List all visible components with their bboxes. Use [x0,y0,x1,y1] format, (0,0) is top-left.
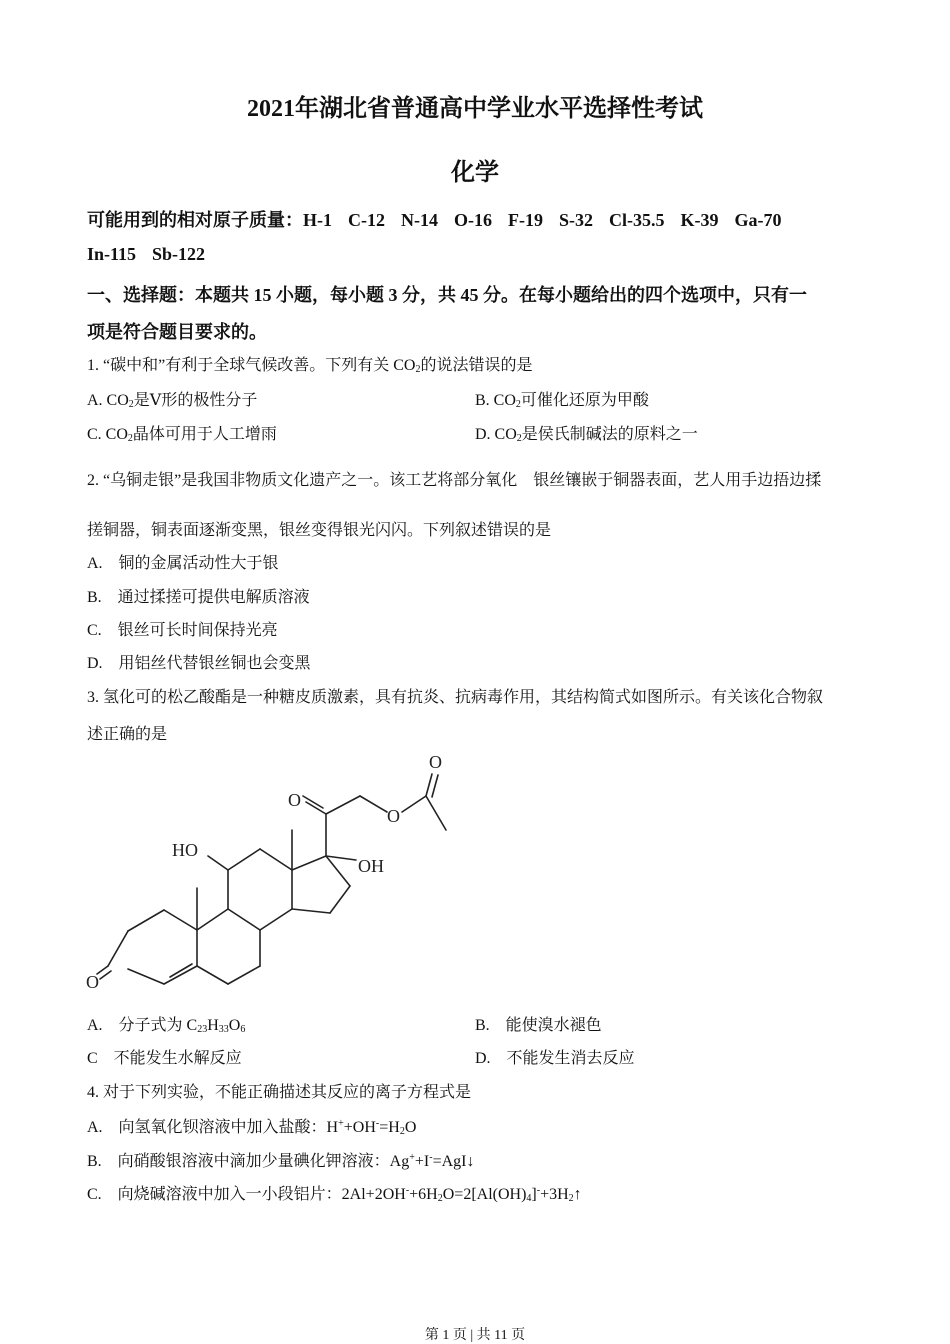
q4-option-b: B. 向硝酸银溶液中滴加少量碘化钾溶液：Ag++I-=AgI↓ [87,1152,475,1170]
acetyl-oxygen-label: O [429,752,442,772]
q1-option-a: A. $CO_2$是Ⅴ形的极性分子 [87,392,258,410]
q3-option-b: B. 能使溴水褪色 [475,1017,602,1034]
hydrocortisone-acetate-structure [80,748,480,998]
atomic-mass-n: N-14 [401,210,438,230]
hydroxyl-label-left: HO [172,840,198,860]
atomic-mass-line2 [87,244,221,265]
ester-oxygen-label: O [387,806,400,826]
q2-option-d: D. 用铝丝代替银丝铜也会变黑 [87,655,311,672]
q3-stem-line1: 3. 氢化可的松乙酸酯是一种糖皮质激素，具有抗炎、抗病毒作用，其结构简式如图所示。有关该化合物叙 [87,689,824,706]
q1-option-b: B. $CO_2$可催化还原为甲酸 [475,392,649,410]
q1-option-d: D. $CO_2$是侯氏制碱法的原料之一 [475,426,698,444]
ketone-oxygen-label: O [86,972,99,992]
atomic-mass-sb: Sb-122 [152,244,206,264]
q3-option-a: A. 分子式为 $C_{23}H_{33}O_6$ [87,1017,246,1035]
section-heading-line1: 一、选择题：本题共 15 小题，每小题 3 分，共 45 分。在每小题给出的四个选项中，只有一 [87,285,807,305]
q1-option-c: C. $CO_2$晶体可用于人工增雨 [87,426,277,444]
exam-title: 2021年湖北省普通高中学业水平选择性考试 [247,96,703,122]
atomic-mass-cl: Cl-35.5 [609,210,665,230]
q1-stem: 1. “碳中和”有利于全球气候改善。下列有关 $CO_2$的说法错误的是 [87,357,533,375]
q3-option-d: D. 不能发生消去反应 [475,1050,635,1067]
atomic-mass-h: H-1 [303,210,332,230]
subject-title: 化学 [451,160,499,186]
atomic-mass-line1 [87,206,798,232]
atomic-mass-f: F-19 [508,210,543,230]
page-footer: 第 1 页 | 共 11 页 [424,1328,526,1343]
atomic-mass-ga: Ga-70 [734,210,782,230]
q4-option-c: C. 向烧碱溶液中加入一小段铝片：$2Al+2OH^-+6H_2O=2[Al(OH)_4]^-+3H_2↑$ [87,1185,582,1204]
atomic-mass-s: S-32 [559,210,594,230]
q4-option-a: A. 向氢氧化钡溶液中加入盐酸：$H^++OH^-=H_2O$ [87,1118,417,1137]
q2-option-c: C. 银丝可长时间保持光亮 [87,622,278,639]
atomic-mass-o: O-16 [454,210,492,230]
q2-option-b: B. 通过揉搓可提供电解质溶液 [87,589,310,606]
side-chain-ketone-oxygen-label: O [288,790,301,810]
atomic-mass-label: 可能用到的相对原子质量： [87,210,303,230]
section-heading-line2: 项是符合题目要求的。 [87,322,267,342]
q2-option-a: A. 铜的金属活动性大于银 [87,555,279,572]
atomic-mass-c: C-12 [348,210,385,230]
atomic-mass-in: In-115 [87,244,137,264]
hydroxyl-label-right: OH [358,856,384,876]
q2-stem-line1: 2. “乌铜走银”是我国非物质文化遗产之一。该工艺将部分氧化 银丝镶嵌于铜器表面，艺人用手边捂边揉 [87,472,822,489]
q3-option-c: C 不能发生水解反应 [87,1050,242,1067]
atomic-mass-k: K-39 [680,210,719,230]
q3-stem-line2: 述正确的是 [87,726,168,743]
q2-stem-line2: 搓铜器，铜表面逐渐变黑，银丝变得银光闪闪。下列叙述错误的是 [87,522,552,539]
q4-stem: 4. 对于下列实验，不能正确描述其反应的离子方程式是 [87,1084,472,1101]
